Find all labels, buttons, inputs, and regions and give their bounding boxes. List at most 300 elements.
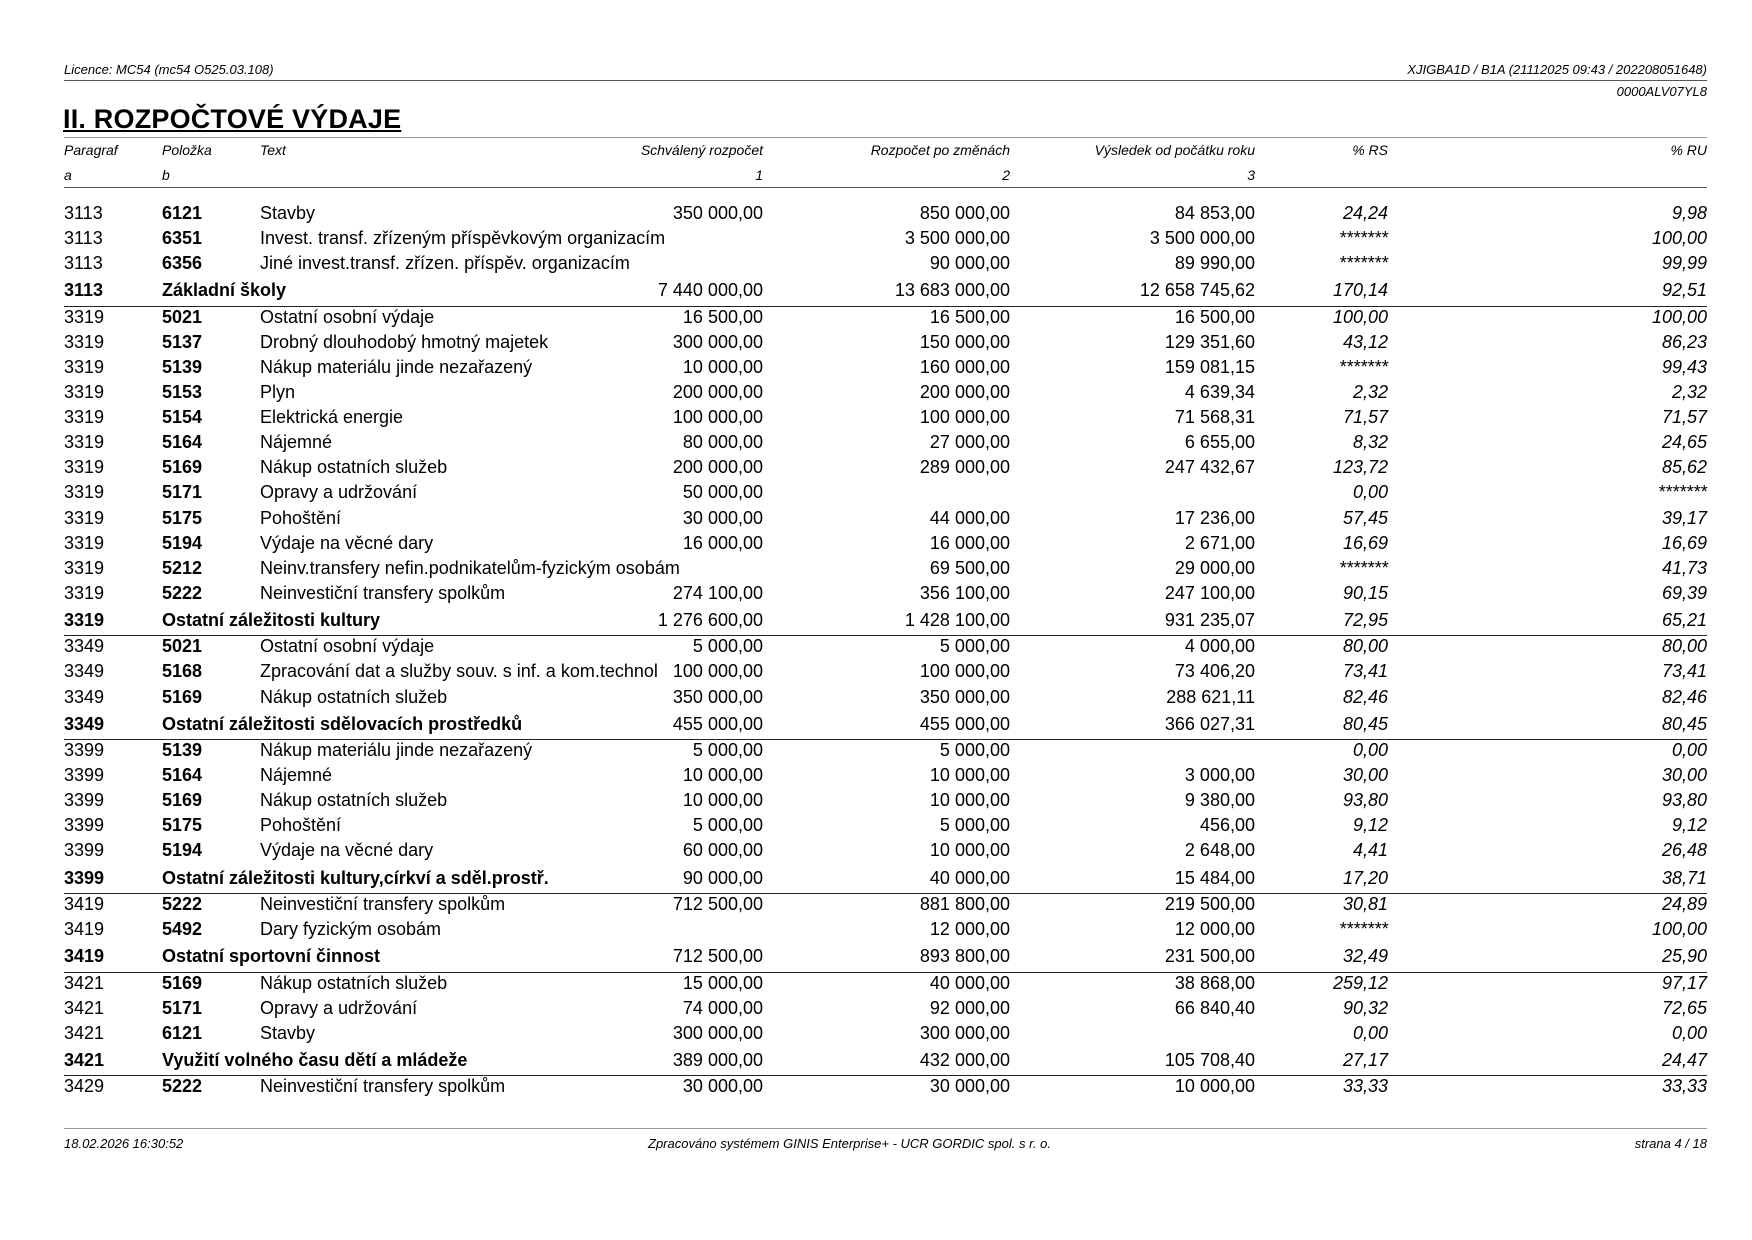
table-row [64, 1023, 1707, 1047]
cell-po-zmenach: 160 000,00 [919, 356, 1010, 377]
cell-prs: ******* [1338, 557, 1388, 578]
col-paragraf: Paragraf [64, 142, 118, 158]
cell-pru: 100,00 [1651, 919, 1707, 939]
cell-vysledek: 3 500 000,00 [1149, 228, 1255, 249]
cell-prs: 259,12 [1332, 972, 1388, 993]
cell-prs: 90,32 [1342, 997, 1388, 1018]
table-row [64, 558, 1707, 582]
cell-prs: 9,12 [1352, 815, 1388, 836]
cell-subtotal-label: Základní školy [162, 280, 287, 301]
cell-polozka: 5154 [162, 407, 203, 428]
cell-pru: 0,00 [1671, 740, 1707, 760]
cell-schvaleny: 74 000,00 [682, 997, 763, 1018]
cell-prs: 71,57 [1342, 407, 1388, 428]
cell-polozka: 5139 [162, 740, 203, 760]
cell-vysledek: 73 406,20 [1174, 661, 1255, 682]
cell-vysledek: 2 671,00 [1184, 532, 1255, 553]
cell-vysledek: 12 000,00 [1174, 919, 1255, 939]
cell-prs: 16,69 [1342, 532, 1388, 553]
cell-pru: 24,65 [1661, 432, 1707, 453]
table-row [64, 432, 1707, 456]
cell-vysledek: 38 868,00 [1174, 972, 1255, 993]
cell-text: Neinv.transfery nefin.podnikatelům-fyzickým osobám [260, 557, 680, 578]
subtotal-row [64, 946, 1707, 970]
col-index-b: b [162, 167, 170, 183]
cell-schvaleny: 30 000,00 [682, 1076, 763, 1097]
cell-text: Plyn [260, 382, 296, 402]
cell-text: Nákup ostatních služeb [260, 457, 448, 478]
cell-po-zmenach: 5 000,00 [939, 636, 1010, 657]
cell-prs: ******* [1338, 356, 1388, 377]
cell-prs: 24,24 [1342, 203, 1388, 223]
cell-prs: 80,45 [1342, 713, 1388, 734]
cell-prs: 90,15 [1342, 582, 1388, 603]
cell-schvaleny: 60 000,00 [682, 840, 763, 861]
cell-prs: 80,00 [1342, 636, 1388, 657]
cell-paragraf: 3419 [64, 893, 105, 914]
cell-text: Neinvestiční transfery spolkům [260, 1076, 506, 1097]
subtotal-row [64, 1050, 1707, 1074]
cell-po-zmenach: 12 000,00 [929, 919, 1010, 939]
cell-schvaleny: 5 000,00 [692, 636, 763, 657]
cell-vysledek: 2 648,00 [1184, 840, 1255, 861]
cell-text: Nájemné [260, 432, 333, 453]
cell-schvaleny: 300 000,00 [672, 1022, 763, 1043]
cell-paragraf: 3319 [64, 457, 105, 478]
cell-schvaleny: 10 000,00 [682, 356, 763, 377]
cell-polozka: 6121 [162, 203, 203, 223]
cell-pru: 73,41 [1661, 661, 1707, 682]
cell-text: Jiné invest.transf. zřízen. příspěv. organizacím [260, 253, 630, 274]
cell-polozka: 6356 [162, 253, 203, 274]
table-row [64, 973, 1707, 997]
cell-prs: 17,20 [1342, 867, 1388, 888]
table-row [64, 661, 1707, 685]
subtotal-row [64, 280, 1707, 304]
cell-schvaleny: 5 000,00 [692, 815, 763, 836]
cell-prs: 27,17 [1342, 1049, 1388, 1070]
table-row [64, 998, 1707, 1022]
cell-text: Elektrická energie [260, 407, 404, 428]
cell-subtotal-label: Využití volného času dětí a mládeže [162, 1049, 468, 1070]
cell-prs: ******* [1338, 253, 1388, 274]
col-prs: % RS [1352, 142, 1388, 158]
cell-pru: 26,48 [1661, 840, 1707, 861]
footer-divider [64, 1128, 1707, 1129]
cell-paragraf: 3319 [64, 331, 105, 352]
table-row [64, 457, 1707, 481]
cell-polozka: 5212 [162, 557, 203, 578]
cell-text: Neinvestiční transfery spolkům [260, 893, 506, 914]
table-row [64, 482, 1707, 506]
cell-pru: 69,39 [1661, 582, 1707, 603]
cell-vysledek: 17 236,00 [1174, 507, 1255, 528]
cell-po-zmenach: 289 000,00 [919, 457, 1010, 478]
cell-polozka: 5153 [162, 382, 203, 402]
footer-page-number: strana 4 / 18 [1634, 1136, 1707, 1151]
table-row [64, 253, 1707, 277]
table-row [64, 894, 1707, 918]
cell-pru: 99,99 [1661, 253, 1707, 274]
cell-subtotal-label: Ostatní záležitosti kultury,církví a sděl.prostř. [162, 867, 549, 888]
cell-po-zmenach: 100 000,00 [919, 661, 1010, 682]
licence-label: Licence: MC54 (mc54 O525.03.108) [64, 62, 274, 77]
cell-text: Dary fyzickým osobám [260, 919, 442, 939]
cell-paragraf: 3421 [64, 1049, 105, 1070]
cell-paragraf: 3419 [64, 946, 105, 967]
cell-polozka: 6351 [162, 228, 203, 249]
cell-polozka: 5169 [162, 790, 203, 811]
cell-schvaleny: 5 000,00 [692, 740, 763, 760]
cell-vysledek: 931 235,07 [1164, 609, 1255, 630]
cell-polozka: 5492 [162, 919, 203, 939]
cell-text: Ostatní osobní výdaje [260, 636, 435, 657]
cell-po-zmenach: 1 428 100,00 [904, 609, 1010, 630]
cell-paragraf: 3421 [64, 997, 105, 1018]
cell-text: Drobný dlouhodobý hmotný majetek [260, 331, 549, 352]
cell-pru: 39,17 [1661, 507, 1707, 528]
col-pru: % RU [1670, 142, 1707, 158]
cell-polozka: 5164 [162, 432, 203, 453]
cell-po-zmenach: 5 000,00 [939, 740, 1010, 760]
cell-pru: 93,80 [1661, 790, 1707, 811]
col-index-a: a [64, 167, 72, 183]
header-divider [64, 80, 1707, 81]
cell-paragraf: 3113 [64, 228, 103, 249]
cell-prs: 93,80 [1342, 790, 1388, 811]
cell-vysledek: 6 655,00 [1184, 432, 1255, 453]
cell-pru: 24,47 [1661, 1049, 1707, 1070]
cell-schvaleny: 300 000,00 [672, 331, 763, 352]
cell-paragraf: 3399 [64, 790, 105, 811]
cell-vysledek: 105 708,40 [1164, 1049, 1255, 1070]
cell-po-zmenach: 455 000,00 [919, 713, 1010, 734]
cell-polozka: 5194 [162, 532, 203, 553]
col-index-3: 3 [1247, 167, 1255, 183]
cell-paragraf: 3319 [64, 557, 105, 578]
cell-text: Stavby [260, 1022, 316, 1043]
cell-po-zmenach: 100 000,00 [919, 407, 1010, 428]
table-row [64, 407, 1707, 431]
cell-prs: 73,41 [1342, 661, 1388, 682]
cell-schvaleny: 350 000,00 [672, 203, 763, 223]
cell-schvaleny: 16 500,00 [682, 306, 763, 327]
cell-vysledek: 16 500,00 [1174, 306, 1255, 327]
cell-prs: 0,00 [1352, 740, 1388, 760]
cell-subtotal-label: Ostatní záležitosti sdělovacích prostředků [162, 713, 523, 734]
cell-pru: 100,00 [1651, 228, 1707, 249]
document-id: XJIGBA1D / B1A (21112025 09:43 / 202208051648) [1407, 62, 1707, 77]
cell-po-zmenach: 350 000,00 [919, 686, 1010, 707]
cell-vysledek: 129 351,60 [1164, 331, 1255, 352]
table-row [64, 1076, 1707, 1100]
cell-po-zmenach: 90 000,00 [929, 253, 1010, 274]
cell-schvaleny: 16 000,00 [682, 532, 763, 553]
cell-text: Pohoštění [260, 507, 342, 528]
cell-schvaleny: 90 000,00 [682, 867, 763, 888]
subtotal-row [64, 610, 1707, 634]
table-row [64, 382, 1707, 406]
col-text: Text [260, 142, 286, 158]
cell-pru: 92,51 [1661, 280, 1707, 301]
cell-po-zmenach: 30 000,00 [929, 1076, 1010, 1097]
cell-vysledek: 456,00 [1199, 815, 1255, 836]
cell-po-zmenach: 16 000,00 [929, 532, 1010, 553]
footer-date: 18.02.2026 16:30:52 [64, 1136, 184, 1151]
cell-text: Opravy a udržování [260, 482, 418, 503]
cell-paragraf: 3319 [64, 609, 105, 630]
cell-polozka: 5169 [162, 686, 203, 707]
cell-text: Nákup materiálu jinde nezařazený [260, 356, 533, 377]
cell-po-zmenach: 92 000,00 [929, 997, 1010, 1018]
cell-pru: 30,00 [1661, 765, 1707, 786]
cell-paragraf: 3319 [64, 532, 105, 553]
cell-prs: 8,32 [1352, 432, 1388, 453]
cell-prs: 82,46 [1342, 686, 1388, 707]
cell-prs: 170,14 [1332, 280, 1388, 301]
cell-po-zmenach: 10 000,00 [929, 840, 1010, 861]
cell-subtotal-label: Ostatní záležitosti kultury [162, 609, 381, 630]
cell-prs: 2,32 [1352, 382, 1388, 402]
cell-pru: 97,17 [1661, 972, 1707, 993]
cell-pru: 38,71 [1661, 867, 1707, 888]
cell-pru: 85,62 [1661, 457, 1707, 478]
cell-schvaleny: 389 000,00 [672, 1049, 763, 1070]
cell-pru: ******* [1657, 482, 1707, 503]
cell-pru: 0,00 [1671, 1022, 1707, 1043]
cell-pru: 99,43 [1661, 356, 1707, 377]
cell-paragraf: 3319 [64, 582, 105, 603]
cell-vysledek: 15 484,00 [1174, 867, 1255, 888]
cell-prs: ******* [1338, 228, 1388, 249]
cell-po-zmenach: 10 000,00 [929, 790, 1010, 811]
cell-pru: 9,98 [1671, 203, 1707, 223]
cell-schvaleny: 10 000,00 [682, 765, 763, 786]
cell-po-zmenach: 893 800,00 [919, 946, 1010, 967]
cell-pru: 65,21 [1661, 609, 1707, 630]
cell-paragraf: 3421 [64, 972, 105, 993]
cell-schvaleny: 100 000,00 [672, 407, 763, 428]
title-divider [64, 137, 1707, 138]
subtotal-row [64, 868, 1707, 892]
cell-prs: 33,33 [1342, 1076, 1388, 1097]
cell-polozka: 5194 [162, 840, 203, 861]
col-po-zmenach: Rozpočet po změnách [870, 142, 1010, 158]
table-row [64, 740, 1707, 764]
cell-text: Nákup ostatních služeb [260, 972, 448, 993]
footer-system: Zpracováno systémem GINIS Enterprise+ - UCR GORDIC spol. s r. o. [648, 1136, 1051, 1151]
cell-text: Ostatní osobní výdaje [260, 306, 435, 327]
cell-paragraf: 3349 [64, 713, 105, 734]
cell-pru: 2,32 [1671, 382, 1707, 402]
cell-paragraf: 3429 [64, 1076, 105, 1097]
cell-vysledek: 159 081,15 [1164, 356, 1255, 377]
cell-po-zmenach: 27 000,00 [929, 432, 1010, 453]
cell-po-zmenach: 200 000,00 [919, 382, 1010, 402]
cell-schvaleny: 100 000,00 [672, 661, 763, 682]
cell-prs: 0,00 [1352, 482, 1388, 503]
cell-text: Opravy a udržování [260, 997, 418, 1018]
cell-text: Výdaje na věcné dary [260, 532, 434, 553]
cell-pru: 9,12 [1671, 815, 1707, 836]
cell-po-zmenach: 10 000,00 [929, 765, 1010, 786]
cell-pru: 80,00 [1661, 636, 1707, 657]
cell-vysledek: 247 432,67 [1164, 457, 1255, 478]
cell-polozka: 5222 [162, 582, 203, 603]
cell-vysledek: 4 000,00 [1184, 636, 1255, 657]
cell-po-zmenach: 69 500,00 [929, 557, 1010, 578]
cell-paragraf: 3319 [64, 507, 105, 528]
cell-polozka: 5175 [162, 507, 203, 528]
cell-polozka: 5139 [162, 356, 203, 377]
cell-paragraf: 3319 [64, 382, 105, 402]
cell-text: Stavby [260, 203, 316, 223]
cell-schvaleny: 1 276 600,00 [657, 609, 763, 630]
cell-paragraf: 3113 [64, 203, 103, 223]
cell-polozka: 5168 [162, 661, 203, 682]
page-title: II. ROZPOČTOVÉ VÝDAJE [63, 104, 402, 134]
cell-text: Pohoštění [260, 815, 342, 836]
cell-po-zmenach: 5 000,00 [939, 815, 1010, 836]
cell-paragraf: 3419 [64, 919, 105, 939]
table-row [64, 583, 1707, 607]
cell-prs: 123,72 [1332, 457, 1388, 478]
cell-paragraf: 3399 [64, 740, 105, 760]
cell-vysledek: 9 380,00 [1184, 790, 1255, 811]
document-code: 0000ALV07YL8 [1616, 84, 1707, 99]
cell-prs: 30,00 [1342, 765, 1388, 786]
cell-schvaleny: 274 100,00 [672, 582, 763, 603]
col-vysledek: Výsledek od počátku roku [1094, 142, 1255, 158]
cell-po-zmenach: 150 000,00 [919, 331, 1010, 352]
table-row [64, 790, 1707, 814]
col-polozka: Položka [162, 142, 212, 158]
cell-po-zmenach: 40 000,00 [929, 972, 1010, 993]
cell-schvaleny: 50 000,00 [682, 482, 763, 503]
cell-paragraf: 3319 [64, 356, 105, 377]
cell-prs: ******* [1338, 919, 1388, 939]
cell-po-zmenach: 881 800,00 [919, 893, 1010, 914]
cell-po-zmenach: 356 100,00 [919, 582, 1010, 603]
cell-schvaleny: 350 000,00 [672, 686, 763, 707]
cell-prs: 72,95 [1342, 609, 1388, 630]
cell-pru: 41,73 [1661, 557, 1707, 578]
cell-subtotal-label: Ostatní sportovní činnost [162, 946, 381, 967]
table-row [64, 687, 1707, 711]
cell-polozka: 5021 [162, 306, 203, 327]
cell-vysledek: 10 000,00 [1174, 1076, 1255, 1097]
column-header-row [64, 142, 1707, 166]
cell-polozka: 5171 [162, 997, 203, 1018]
cell-polozka: 5169 [162, 457, 203, 478]
cell-schvaleny: 30 000,00 [682, 507, 763, 528]
cell-po-zmenach: 432 000,00 [919, 1049, 1010, 1070]
col-index-1: 1 [755, 167, 763, 183]
cell-paragraf: 3349 [64, 686, 105, 707]
cell-paragraf: 3349 [64, 661, 105, 682]
cell-polozka: 5164 [162, 765, 203, 786]
cell-polozka: 5222 [162, 1076, 203, 1097]
cell-polozka: 5171 [162, 482, 203, 503]
cell-vysledek: 66 840,40 [1174, 997, 1255, 1018]
cell-po-zmenach: 40 000,00 [929, 867, 1010, 888]
cell-schvaleny: 712 500,00 [672, 893, 763, 914]
cell-pru: 25,90 [1661, 946, 1707, 967]
cell-pru: 80,45 [1661, 713, 1707, 734]
cell-text: Zpracování dat a služby souv. s inf. a kom.technol [260, 661, 658, 682]
cell-vysledek: 247 100,00 [1164, 582, 1255, 603]
cell-po-zmenach: 850 000,00 [919, 203, 1010, 223]
cell-paragraf: 3399 [64, 815, 105, 836]
cell-vysledek: 71 568,31 [1174, 407, 1255, 428]
table-row [64, 357, 1707, 381]
cell-polozka: 5021 [162, 636, 203, 657]
cell-text: Nájemné [260, 765, 333, 786]
cell-paragraf: 3399 [64, 867, 105, 888]
cell-paragraf: 3349 [64, 636, 105, 657]
cell-vysledek: 3 000,00 [1184, 765, 1255, 786]
cell-prs: 100,00 [1332, 306, 1388, 327]
cell-polozka: 5222 [162, 893, 203, 914]
table-row [64, 919, 1707, 943]
cell-schvaleny: 455 000,00 [672, 713, 763, 734]
cell-schvaleny: 712 500,00 [672, 946, 763, 967]
cell-vysledek: 29 000,00 [1174, 557, 1255, 578]
cell-vysledek: 4 639,34 [1184, 382, 1255, 402]
cell-po-zmenach: 44 000,00 [929, 507, 1010, 528]
cell-polozka: 5169 [162, 972, 203, 993]
table-row [64, 636, 1707, 660]
cell-schvaleny: 80 000,00 [682, 432, 763, 453]
cell-schvaleny: 7 440 000,00 [657, 280, 763, 301]
col-index-2: 2 [1002, 167, 1010, 183]
cell-schvaleny: 15 000,00 [682, 972, 763, 993]
cell-polozka: 6121 [162, 1022, 203, 1043]
subtotal-row [64, 714, 1707, 738]
cell-vysledek: 89 990,00 [1174, 253, 1255, 274]
table-row [64, 307, 1707, 331]
cell-schvaleny: 200 000,00 [672, 382, 763, 402]
cell-prs: 0,00 [1352, 1022, 1388, 1043]
cell-paragraf: 3319 [64, 432, 105, 453]
cell-paragraf: 3319 [64, 482, 105, 503]
table-row [64, 203, 1707, 227]
cell-prs: 43,12 [1342, 331, 1388, 352]
cell-pru: 16,69 [1661, 532, 1707, 553]
cell-pru: 72,65 [1661, 997, 1707, 1018]
cell-pru: 33,33 [1661, 1076, 1707, 1097]
cell-pru: 82,46 [1661, 686, 1707, 707]
cell-paragraf: 3421 [64, 1022, 105, 1043]
cell-schvaleny: 200 000,00 [672, 457, 763, 478]
cell-text: Invest. transf. zřízeným příspěvkovým organizacím [260, 228, 666, 249]
cell-paragraf: 3319 [64, 306, 105, 327]
cell-pru: 24,89 [1661, 893, 1707, 914]
cell-schvaleny: 10 000,00 [682, 790, 763, 811]
cell-paragraf: 3399 [64, 840, 105, 861]
cell-prs: 30,81 [1342, 893, 1388, 914]
cell-text: Nákup materiálu jinde nezařazený [260, 740, 533, 760]
table-row [64, 508, 1707, 532]
cell-po-zmenach: 300 000,00 [919, 1022, 1010, 1043]
cell-po-zmenach: 16 500,00 [929, 306, 1010, 327]
cell-paragraf: 3113 [64, 253, 103, 274]
table-header-divider [64, 187, 1707, 188]
table-row [64, 533, 1707, 557]
cell-prs: 32,49 [1342, 946, 1388, 967]
cell-polozka: 5175 [162, 815, 203, 836]
cell-polozka: 5137 [162, 331, 203, 352]
